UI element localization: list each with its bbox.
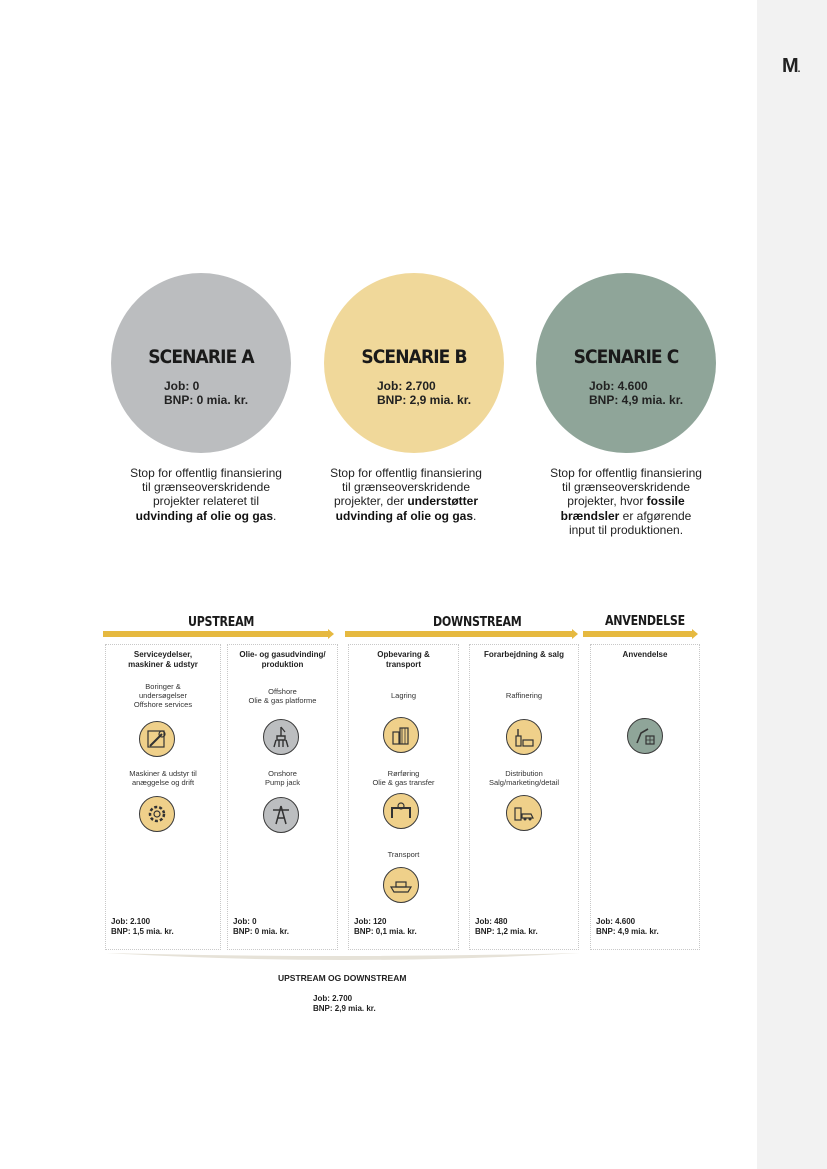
downstream-arrow (345, 631, 573, 637)
desc-line: til grænseoverskridende (561, 480, 691, 495)
scenario-c-description (531, 466, 721, 537)
desc-line: Stop for offentlig finansiering (130, 466, 282, 480)
desc-line: projekter relateret til (152, 494, 260, 509)
column-production (227, 644, 338, 950)
gear-icon (139, 796, 175, 832)
scenario-a-title: SCENARIE A (148, 346, 254, 368)
ship-icon (383, 867, 419, 903)
desc-line: til grænseoverskridende (341, 480, 471, 495)
desc-line: udvinding af olie og gas. (135, 508, 277, 523)
upstream-arrow (103, 631, 329, 637)
item-label: Rørføring Olie & gas transfer (372, 769, 435, 787)
upstream-downstream-title: UPSTREAM OG DOWNSTREAM (278, 973, 407, 983)
scenario-c-stats (589, 379, 683, 407)
scenario-b-circle (324, 273, 504, 453)
refinery-icon (506, 719, 542, 755)
column-header: Forarbejdning & salg (483, 650, 564, 659)
fuel-truck-icon (506, 795, 542, 831)
desc-line: brændsler er afgørende (560, 508, 692, 523)
scenario-c-bnp: BNP: 4,9 mia. kr. (589, 393, 684, 407)
item-label: Onshore Pump jack (264, 769, 300, 787)
upstream-downstream-stats: Job: 2.700 BNP: 2,9 mia. kr. (313, 994, 376, 1013)
desc-line: udvinding af olie og gas. (335, 508, 477, 523)
scenario-c-circle (536, 273, 716, 453)
upstream-downstream-bracket (106, 951, 580, 965)
downstream-title: DOWNSTREAM (433, 615, 522, 630)
item-label: Lagring (390, 691, 417, 700)
column-header: Opbevaring & transport (377, 650, 430, 669)
desc-line: projekter, hvor fossile (567, 494, 685, 509)
column-header: Olie- og gasudvinding/ produktion (239, 650, 326, 669)
item-label: Offshore Olie & gas platforme (248, 687, 317, 705)
item-label: Maskiner & udstyr til anæggelse og drift (129, 769, 197, 787)
scenario-b-stats (377, 379, 471, 407)
scenario-b-bnp: BNP: 2,9 mia. kr. (377, 393, 472, 407)
desc-line: Stop for offentlig finansiering (330, 466, 482, 480)
column-services (105, 644, 221, 950)
desc-line: Stop for offentlig finansiering (550, 466, 702, 480)
anvendelse-arrow (583, 631, 693, 637)
column-header: Anvendelse (622, 650, 668, 659)
anvendelse-title: ANVENDELSE (605, 614, 685, 629)
tools-icon (139, 721, 175, 757)
scenario-a-job: Job: 0 (164, 379, 200, 393)
column-storage-transport (348, 644, 459, 950)
robot-arm-icon (627, 718, 663, 754)
scenario-a-stats (164, 379, 248, 407)
column-anvendelse (590, 644, 700, 950)
column-stats: Job: 480 BNP: 1,2 mia. kr. (475, 917, 538, 936)
item-label: Boringer & undersøgelser Offshore services (133, 682, 193, 709)
upstream-title: UPSTREAM (188, 615, 255, 630)
column-header: Serviceydelser, maskiner & udstyr (128, 650, 198, 669)
sidebar-panel (757, 0, 827, 1169)
pipeline-icon (383, 793, 419, 829)
scenario-b-description (311, 466, 501, 523)
desc-line: til grænseoverskridende (141, 480, 271, 495)
item-label: Transport (387, 850, 420, 859)
pump-jack-icon (263, 797, 299, 833)
scenario-c-title: SCENARIE C (573, 346, 679, 368)
scenario-c-job: Job: 4.600 (589, 379, 648, 393)
column-stats: Job: 120 BNP: 0,1 mia. kr. (354, 917, 417, 936)
logo: M. (782, 55, 800, 77)
desc-line: projekter, der understøtter (333, 494, 479, 509)
scenario-a-circle (111, 273, 291, 453)
column-stats: Job: 2.100 BNP: 1,5 mia. kr. (111, 917, 174, 936)
column-stats: Job: 4.600 BNP: 4,9 mia. kr. (596, 917, 659, 936)
scenario-a-description (111, 466, 301, 523)
storage-tanks-icon (383, 717, 419, 753)
column-processing-sales (469, 644, 579, 950)
scenario-a-bnp: BNP: 0 mia. kr. (164, 393, 249, 407)
item-label: Raffinering (505, 691, 543, 700)
column-stats: Job: 0 BNP: 0 mia. kr. (233, 917, 290, 936)
desc-line: input til produktionen. (568, 522, 684, 537)
offshore-platform-icon (263, 719, 299, 755)
scenario-b-job: Job: 2.700 (377, 379, 436, 393)
item-label: Distribution Salg/marketing/detail (488, 769, 560, 787)
scenario-b-title: SCENARIE B (361, 346, 467, 368)
